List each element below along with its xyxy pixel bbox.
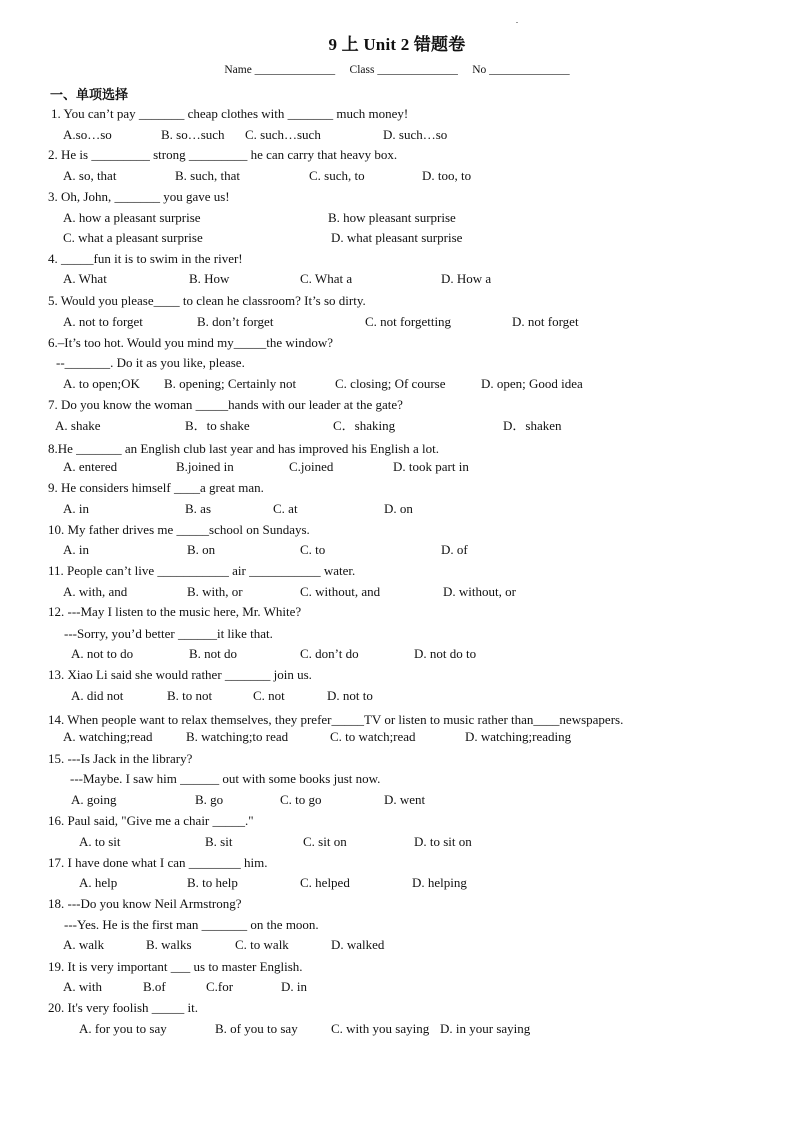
- question-stem: --_______. Do it as you like, please.: [56, 355, 245, 370]
- question-stem: 19. It is very important ___ us to master English.: [48, 959, 303, 974]
- answer-option: C. closing; Of course: [335, 376, 446, 391]
- answer-option: B．to shake: [185, 418, 250, 433]
- answer-option: A. walk: [63, 937, 105, 952]
- answer-option: B. so…such: [161, 127, 225, 142]
- answer-option: C.for: [206, 979, 234, 994]
- answer-option: C. sit on: [303, 834, 347, 849]
- question-stem: 1. You can’t pay _______ cheap clothes with _______ much money!: [51, 106, 409, 121]
- answer-option: A. to open;OK: [63, 376, 140, 391]
- question-stem: 5. Would you please____ to clean he classroom? It’s so dirty.: [48, 293, 366, 308]
- answer-option: C. at: [273, 501, 298, 516]
- question-stem: 11. People can’t live ___________ air ___________ water.: [48, 563, 356, 578]
- question-stem: 4. _____fun it is to swim in the river!: [48, 251, 243, 266]
- answer-option: A. help: [79, 875, 118, 890]
- answer-option: D. not do to: [414, 646, 477, 661]
- answer-option: B. How: [189, 271, 230, 286]
- page-title: 9 上 Unit 2 错题卷: [328, 35, 466, 54]
- question-stem: 6.–It’s too hot. Would you mind my_____the window?: [48, 335, 334, 350]
- answer-option: C. not: [253, 688, 285, 703]
- answer-option: A. in: [63, 501, 89, 516]
- answer-option: A. shake: [55, 418, 101, 433]
- answer-option: C. What a: [300, 271, 353, 286]
- answer-option: C. without, and: [300, 584, 381, 599]
- answer-option: B. watching;to read: [186, 729, 289, 744]
- answer-option: C. don’t do: [300, 646, 359, 661]
- answer-option: B. such, that: [175, 168, 240, 183]
- question-stem: 12. ---May I listen to the music here, Mr. White?: [48, 604, 302, 619]
- answer-option: B.joined in: [176, 459, 234, 474]
- answer-option: B. how pleasant surprise: [328, 210, 456, 225]
- answer-option: B. opening; Certainly not: [164, 376, 297, 391]
- answer-option: B. don’t forget: [197, 314, 274, 329]
- question-stem: 3. Oh, John, _______ you gave us!: [48, 189, 230, 204]
- answer-option: A. did not: [71, 688, 124, 703]
- answer-option: C. helped: [300, 875, 350, 890]
- question-stem: 7. Do you know the woman _____hands with our leader at the gate?: [48, 397, 403, 412]
- answer-option: B. to not: [167, 688, 213, 703]
- answer-option: D. on: [384, 501, 413, 516]
- answer-option: A. how a pleasant surprise: [63, 210, 201, 225]
- question-stem: ---Yes. He is the first man _______ on the moon.: [64, 917, 319, 932]
- question-stem: 10. My father drives me _____school on Sundays.: [48, 522, 310, 537]
- answer-option: D．shaken: [503, 418, 562, 433]
- answer-option: B. on: [187, 542, 216, 557]
- answer-option: A. to sit: [79, 834, 121, 849]
- answer-option: A. so, that: [63, 168, 117, 183]
- answer-option: D. open; Good idea: [481, 376, 583, 391]
- answer-option: B. go: [195, 792, 224, 807]
- answer-option: C. to walk: [235, 937, 289, 952]
- answer-option: D. not to: [327, 688, 373, 703]
- question-stem: 14. When people want to relax themselves, they prefer_____TV or listen to music rather than____newspapers.: [48, 712, 624, 727]
- answer-option: C. to: [300, 542, 326, 557]
- answer-option: A. entered: [63, 459, 118, 474]
- question-stem: 17. I have done what I can ________ him.: [48, 855, 268, 870]
- answer-option: D. without, or: [443, 584, 516, 599]
- answer-option: D. to sit on: [414, 834, 472, 849]
- question-stem: ---Maybe. I saw him ______ out with some books just now.: [70, 771, 381, 786]
- answer-option: A.so…so: [63, 127, 112, 142]
- answer-option: D. How a: [441, 271, 492, 286]
- answer-option: C. such…such: [245, 127, 321, 142]
- answer-option: A. with: [63, 979, 102, 994]
- answer-option: C. to go: [280, 792, 322, 807]
- answer-option: B. to help: [187, 875, 238, 890]
- answer-option: C. to watch;read: [330, 729, 416, 744]
- answer-option: B. walks: [146, 937, 192, 952]
- answer-option: D. of: [441, 542, 468, 557]
- answer-option: D. what pleasant surprise: [331, 230, 463, 245]
- answer-option: D. not forget: [512, 314, 579, 329]
- answer-option: D. walked: [331, 937, 385, 952]
- answer-option: A. not to do: [71, 646, 134, 661]
- answer-option: A. watching;read: [63, 729, 153, 744]
- question-stem: 2. He is _________ strong _________ he can carry that heavy box.: [48, 147, 398, 162]
- student-info-line: Name ______________ Class ______________ No ______________: [224, 64, 570, 76]
- answer-option: D. took part in: [393, 459, 469, 474]
- answer-option: A. for you to say: [79, 1021, 167, 1036]
- question-stem: 15. ---Is Jack in the library?: [48, 751, 193, 766]
- answer-option: B. sit: [205, 834, 233, 849]
- question-stem: 20. It's very foolish _____ it.: [48, 1000, 199, 1015]
- answer-option: D. helping: [412, 875, 467, 890]
- answer-option: A. What: [63, 271, 107, 286]
- answer-option: B. not do: [189, 646, 238, 661]
- answer-option: D. in your saying: [440, 1021, 531, 1036]
- answer-option: C. with you saying: [331, 1021, 430, 1036]
- scan-speck: [516, 22, 518, 23]
- answer-option: C. what a pleasant surprise: [63, 230, 203, 245]
- answer-option: B.of: [143, 979, 166, 994]
- answer-option: C．shaking: [333, 418, 396, 433]
- answer-option: B. as: [185, 501, 211, 516]
- question-stem: 13. Xiao Li said she would rather _______ join us.: [48, 667, 312, 682]
- answer-option: D. such…so: [383, 127, 448, 142]
- answer-option: A. with, and: [63, 584, 128, 599]
- question-stem: 18. ---Do you know Neil Armstrong?: [48, 896, 242, 911]
- question-stem: 8.He _______ an English club last year and has improved his English a lot.: [48, 441, 440, 456]
- question-stem: ---Sorry, you’d better ______it like that.: [64, 626, 273, 641]
- question-stem: 16. Paul said, "Give me a chair _____.": [48, 813, 254, 828]
- answer-option: B. of you to say: [215, 1021, 298, 1036]
- answer-option: C. such, to: [309, 168, 365, 183]
- answer-option: D. in: [281, 979, 307, 994]
- section-title: 一、单项选择: [50, 88, 129, 103]
- answer-option: A. going: [71, 792, 117, 807]
- answer-option: B. with, or: [187, 584, 243, 599]
- answer-option: A. in: [63, 542, 89, 557]
- answer-option: D. went: [384, 792, 426, 807]
- answer-option: C. not forgetting: [365, 314, 452, 329]
- answer-option: A. not to forget: [63, 314, 143, 329]
- answer-option: D. too, to: [422, 168, 472, 183]
- answer-option: C.joined: [289, 459, 334, 474]
- answer-option: D. watching;reading: [465, 729, 572, 744]
- question-stem: 9. He considers himself ____a great man.: [48, 480, 264, 495]
